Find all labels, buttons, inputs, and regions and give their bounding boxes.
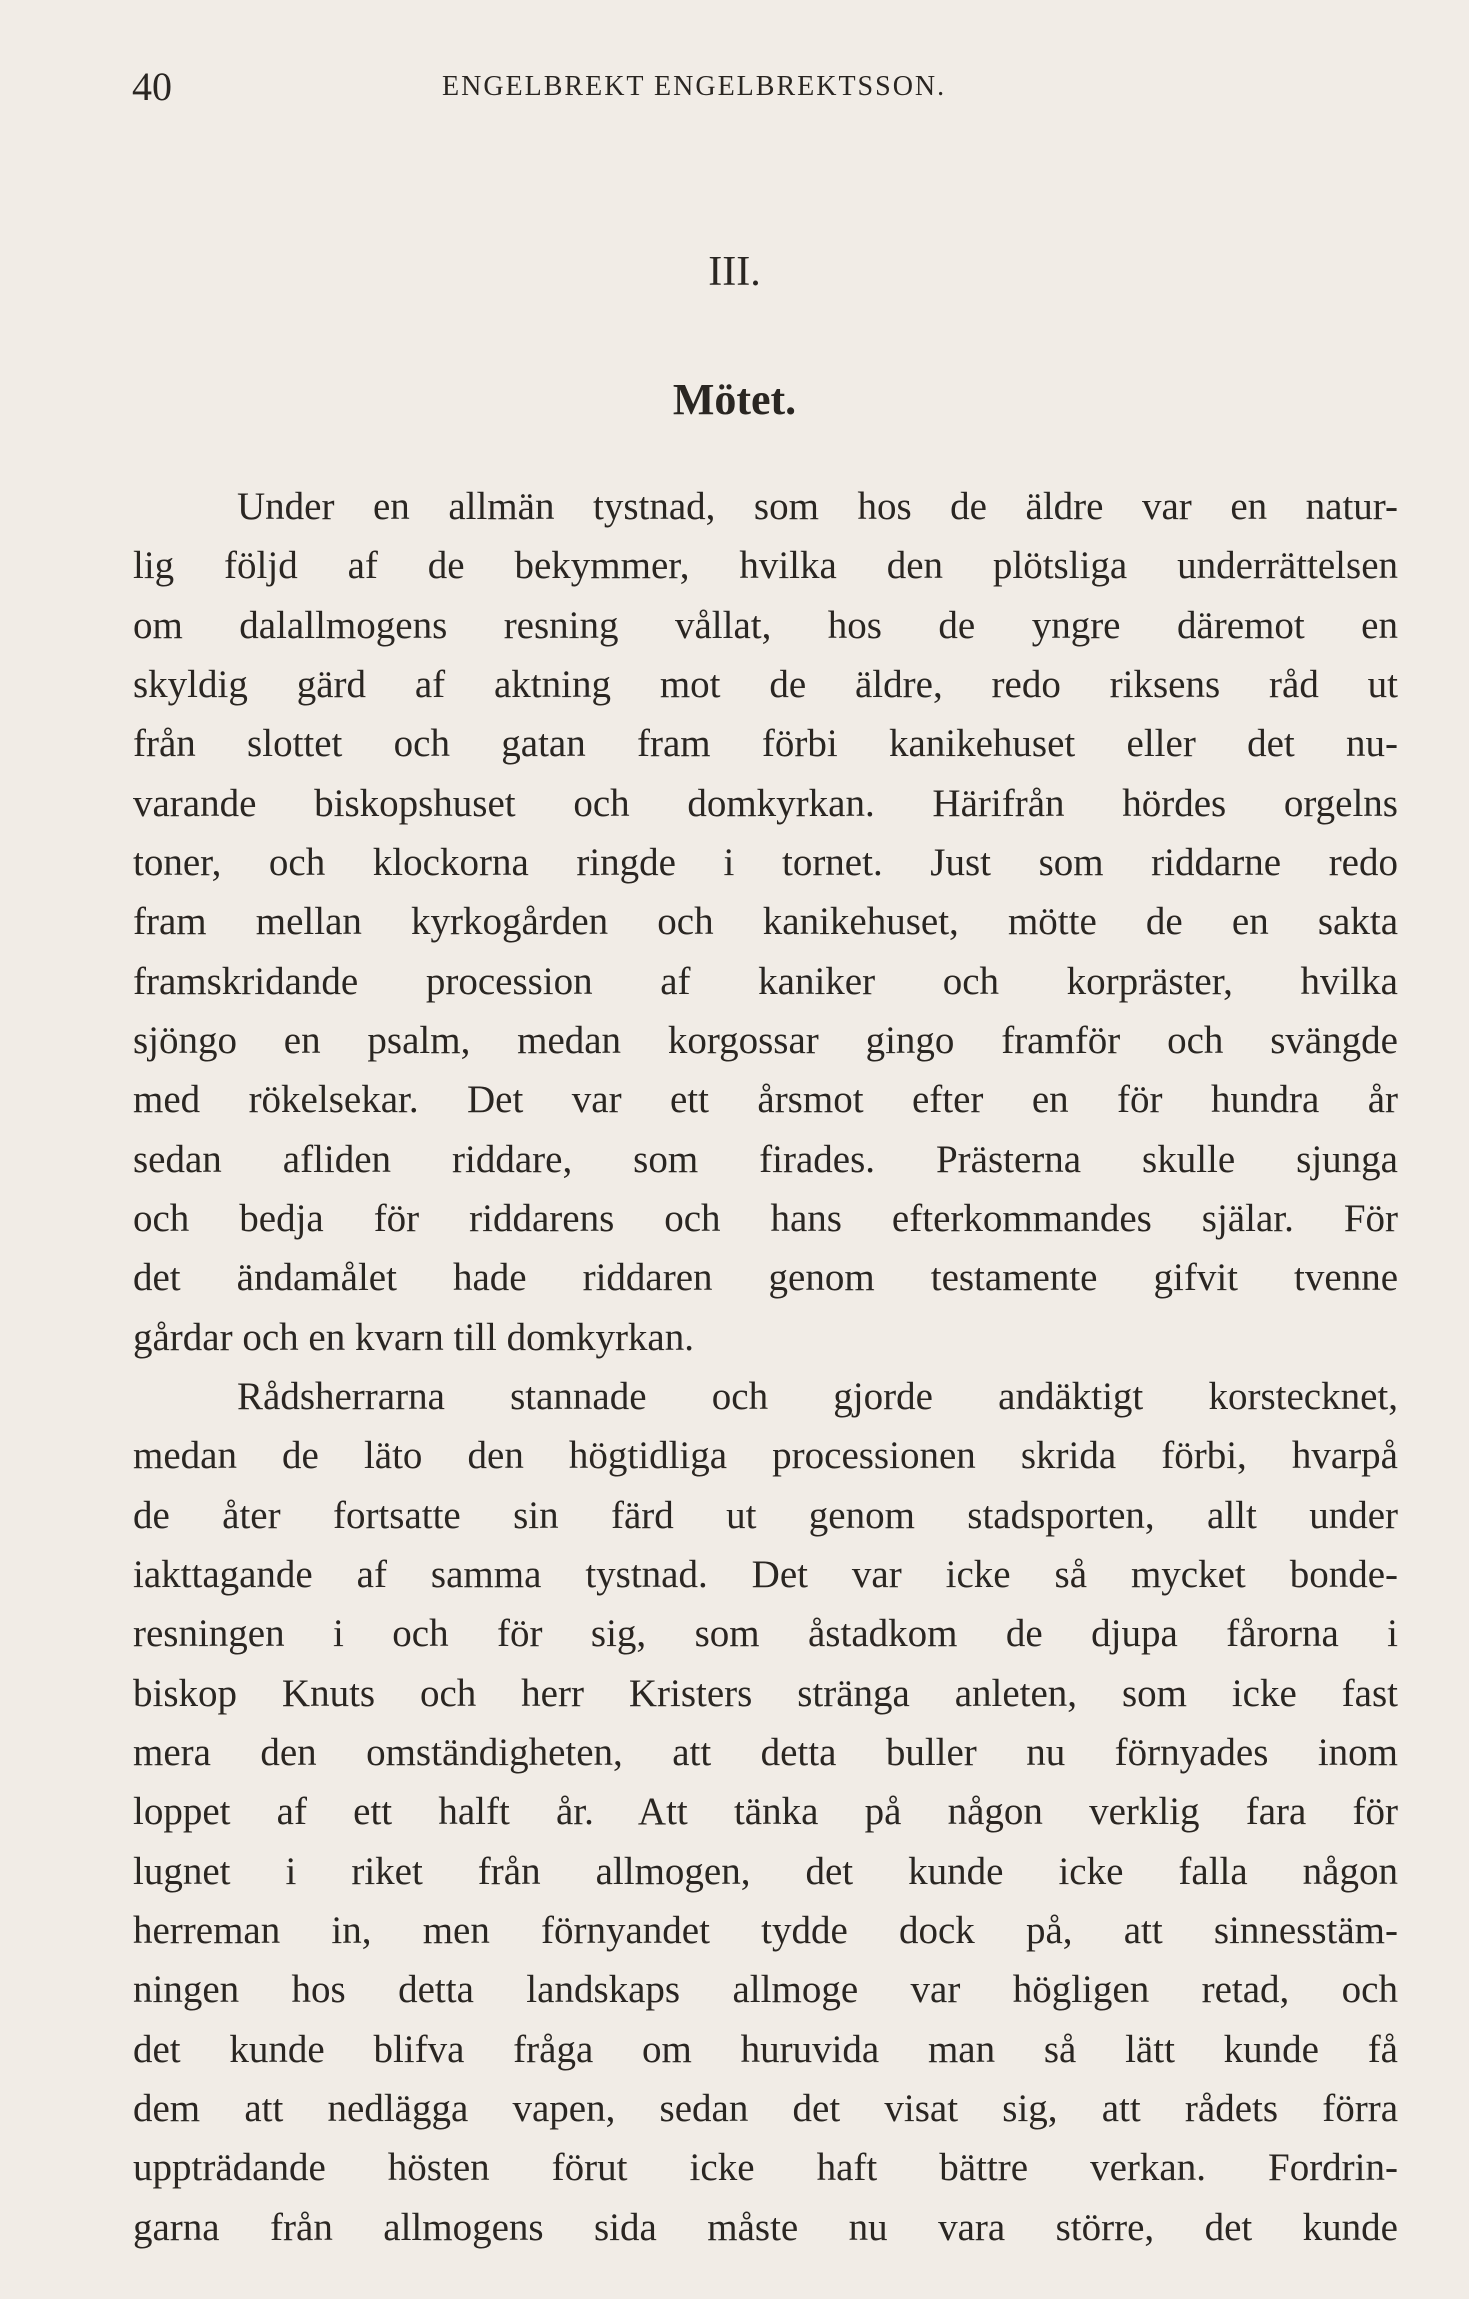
text-line: Under en allmän tystnad, som hos de äldre var en natur- bbox=[237, 485, 1398, 528]
text-line: det ändamålet hade riddaren genom testamente gifvit tvenne bbox=[133, 1256, 1398, 1300]
text-line: gårdar och en kvarn till domkyrkan. bbox=[133, 1315, 694, 1359]
text-line: loppet af ett halft år. Att tänka på någon verklig fara för bbox=[133, 1790, 1398, 1834]
text-line: varande biskopshuset och domkyrkan. Härifrån hördes orgelns bbox=[133, 781, 1398, 825]
text-line: Rådsherrarna stannade och gjorde andäktigt korstecknet, bbox=[237, 1374, 1398, 1418]
text-line: iakttagande af samma tystnad. Det var icke så mycket bonde- bbox=[133, 1552, 1398, 1596]
text-line: biskop Knuts och herr Kristers stränga anleten, som icke fast bbox=[133, 1671, 1398, 1715]
running-head bbox=[132, 62, 1402, 112]
text-line: och bedja för riddarens och hans efterkommandes själar. För bbox=[133, 1196, 1398, 1240]
text-line: herreman in, men förnyandet tydde dock på, att sinnesstäm- bbox=[133, 1908, 1398, 1952]
text-line: garna från allmogens sida måste nu vara större, det kunde bbox=[133, 2205, 1398, 2249]
text-line: medan de läto den högtidliga processionen skrida förbi, hvarpå bbox=[133, 1434, 1398, 1478]
text-line: dem att nedlägga vapen, sedan det visat sig, att rådets förra bbox=[133, 2086, 1398, 2130]
text-line: ningen hos detta landskaps allmoge var högligen retad, och bbox=[133, 1968, 1398, 2012]
chapter-title: Mötet. bbox=[672, 375, 797, 424]
text-line: det kunde blifva fråga om huruvida man så lätt kunde få bbox=[133, 2027, 1398, 2071]
text-line: skyldig gärd af aktning mot de äldre, redo riksens råd ut bbox=[133, 662, 1398, 706]
text-line: sjöngo en psalm, medan korgossar gingo framför och svängde bbox=[133, 1018, 1398, 1062]
text-line: med rökelsekar. Det var ett årsmot efter en för hundra år bbox=[133, 1078, 1398, 1122]
text-line: fram mellan kyrkogården och kanikehuset, mötte de en sakta bbox=[133, 900, 1398, 944]
chapter-number: III. bbox=[708, 249, 761, 295]
running-title: ENGELBREKT ENGELBREKTSSON. bbox=[442, 71, 947, 102]
text-line: sedan afliden riddare, som firades. Prästerna skulle sjunga bbox=[133, 1137, 1398, 1181]
text-line: mera den omständigheten, att detta buller nu förnyades inom bbox=[133, 1730, 1398, 1774]
text-line: lugnet i riket från allmogen, det kunde icke falla någon bbox=[133, 1849, 1398, 1893]
text-line: lig följd af de bekymmer, hvilka den plötsliga underrättelsen bbox=[133, 544, 1398, 588]
text-line: framskridande procession af kaniker och korpräster, hvilka bbox=[133, 959, 1398, 1003]
text-line: toner, och klockorna ringde i tornet. Just som riddarne redo bbox=[133, 840, 1398, 884]
text-line: från slottet och gatan fram förbi kanikehuset eller det nu- bbox=[133, 722, 1398, 766]
text-line: de åter fortsatte sin färd ut genom stadsporten, allt under bbox=[133, 1493, 1398, 1537]
page-number: 40 bbox=[132, 64, 172, 109]
text-line: resningen i och för sig, som åstadkom de djupa fårorna i bbox=[133, 1612, 1398, 1656]
text-line: uppträdande hösten förut icke haft bättre verkan. Fordrin- bbox=[133, 2146, 1398, 2190]
body-text bbox=[133, 477, 1398, 2257]
text-line: om dalallmogens resning vållat, hos de yngre däremot en bbox=[133, 603, 1398, 647]
